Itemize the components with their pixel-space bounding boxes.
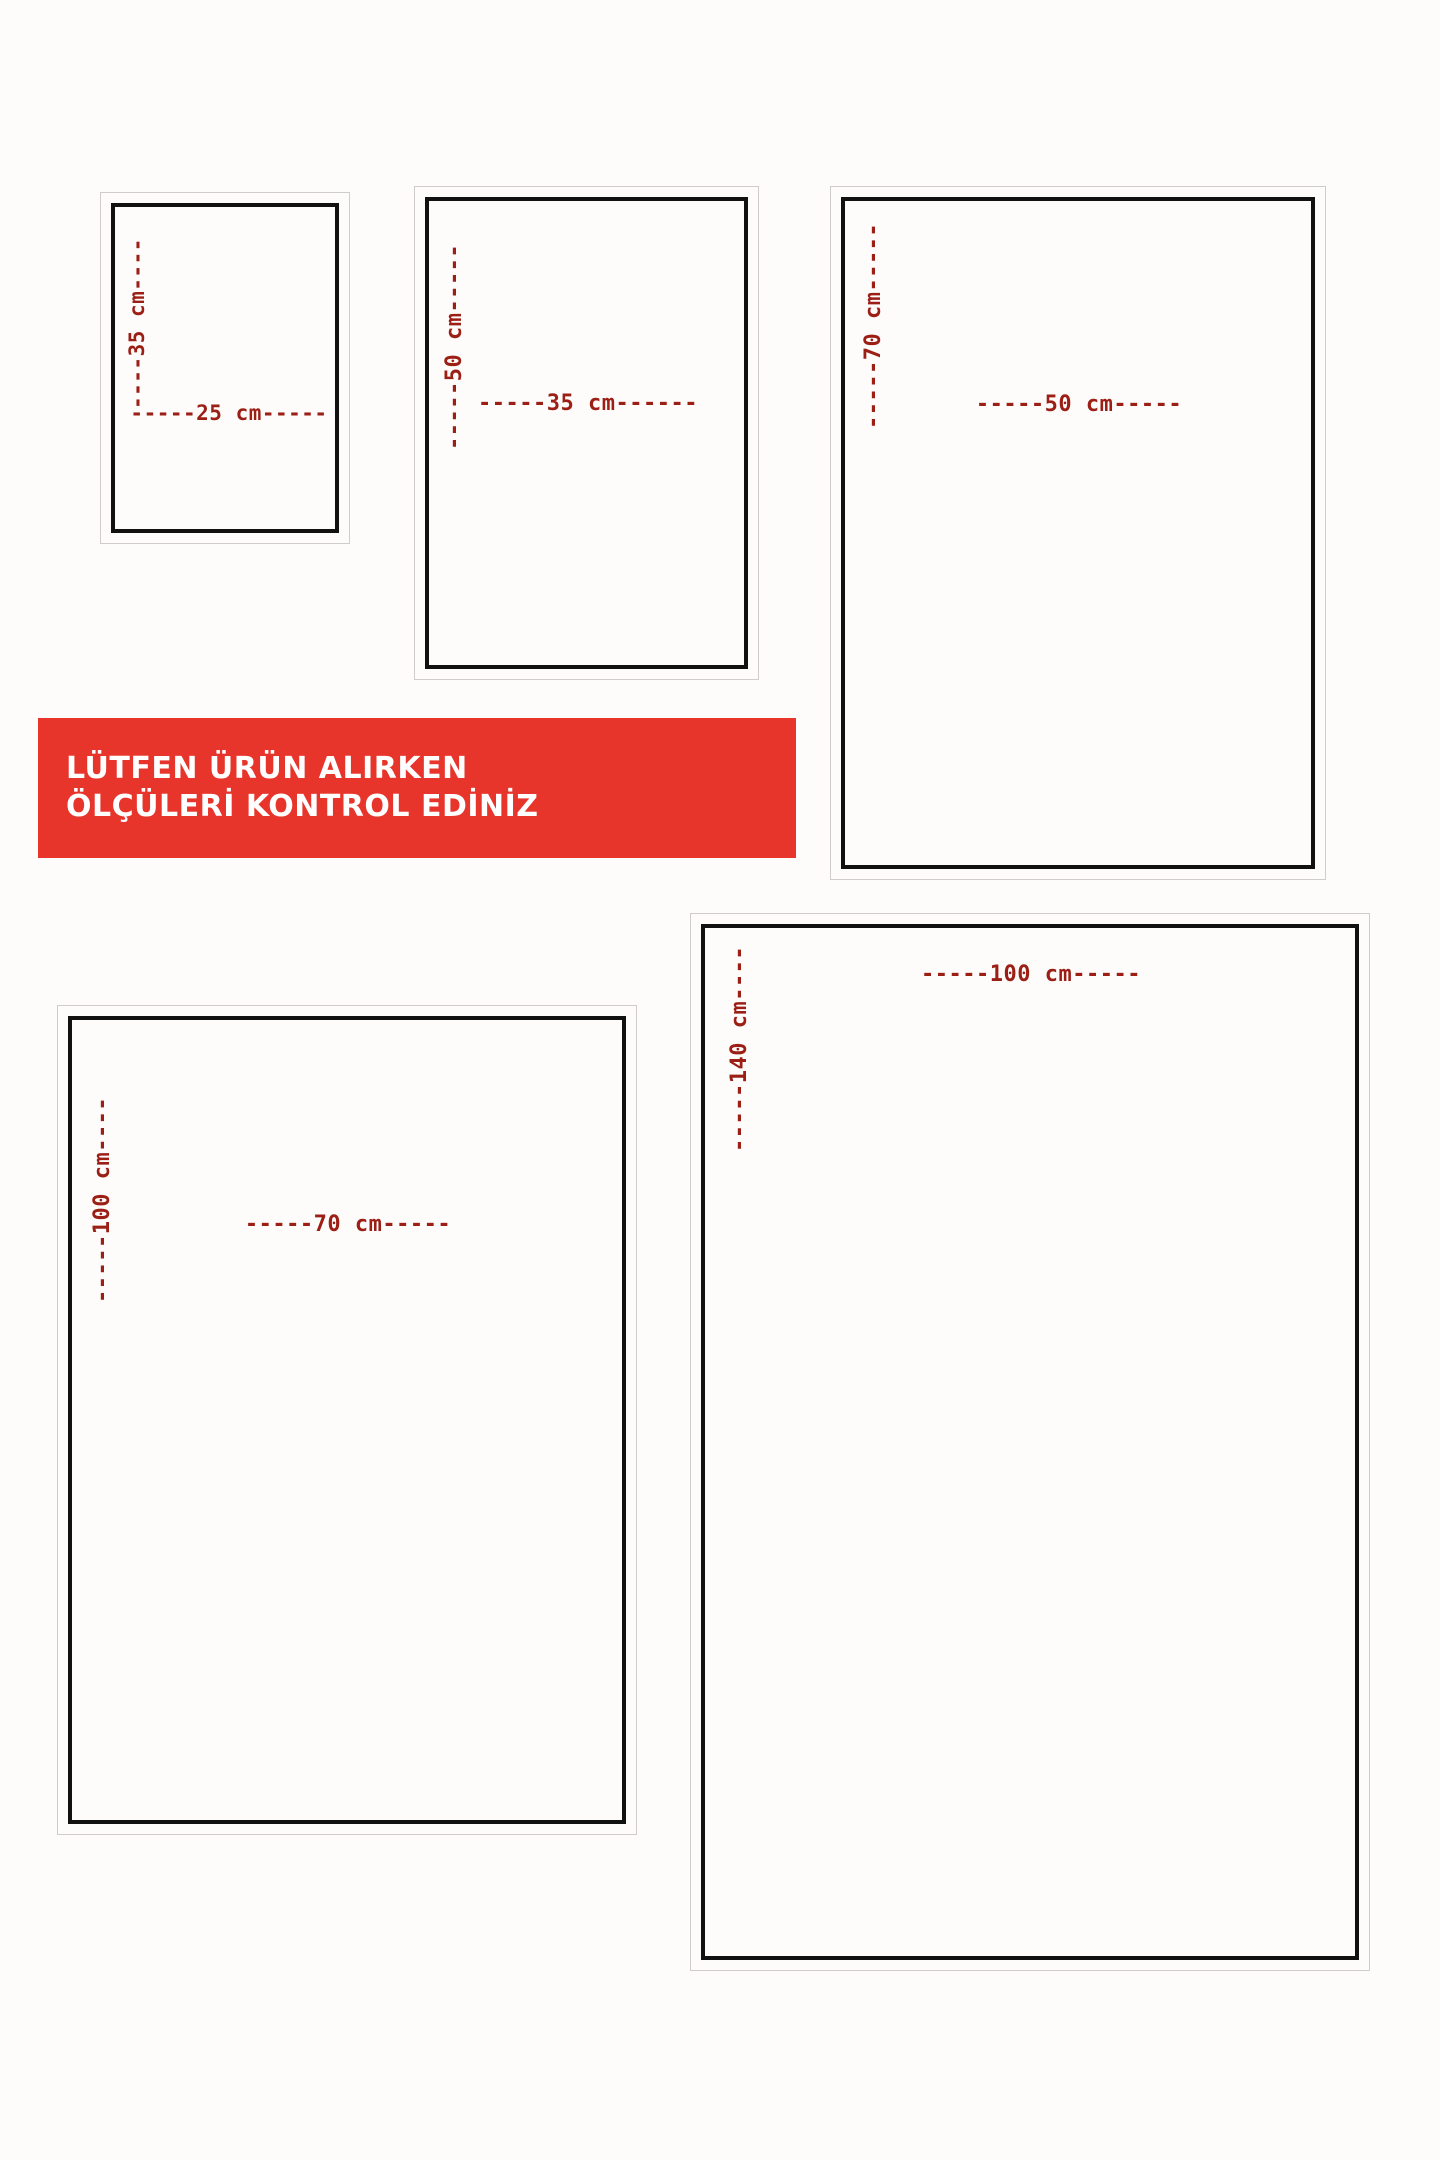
frame-50x70-height-label: -----70 cm----- — [861, 222, 886, 429]
frame-100x140-width-label: -----100 cm----- — [921, 962, 1141, 987]
frame-35x50-width-label: -----35 cm------ — [478, 391, 698, 416]
frame-100x140-height-label: -----140 cm---- — [727, 945, 752, 1152]
warning-line-2: ÖLÇÜLERİ KONTROL EDİNİZ — [66, 789, 539, 824]
frame-inner — [701, 924, 1359, 1960]
size-frame-70x100 — [57, 1005, 637, 1835]
frame-50x70-width-label: -----50 cm----- — [975, 392, 1183, 417]
size-frame-25x35 — [100, 192, 350, 544]
frame-70x100-width-label: -----70 cm----- — [244, 1212, 452, 1237]
warning-line-1: LÜTFEN ÜRÜN ALIRKEN — [66, 750, 468, 786]
frame-25x35-height-label: ----35 cm---- — [125, 238, 149, 409]
frame-inner — [841, 197, 1315, 869]
frame-35x50-height-label: -----50 cm----- — [442, 243, 467, 450]
frame-inner — [68, 1016, 626, 1824]
frame-25x35-width-label: -----25 cm----- — [130, 401, 328, 425]
size-frame-35x50 — [414, 186, 759, 680]
size-frame-100x140 — [690, 913, 1370, 1971]
size-frame-50x70 — [830, 186, 1326, 880]
frame-inner — [425, 197, 748, 669]
warning-banner — [38, 718, 796, 858]
frame-70x100-height-label: -----100 cm---- — [90, 1096, 115, 1303]
